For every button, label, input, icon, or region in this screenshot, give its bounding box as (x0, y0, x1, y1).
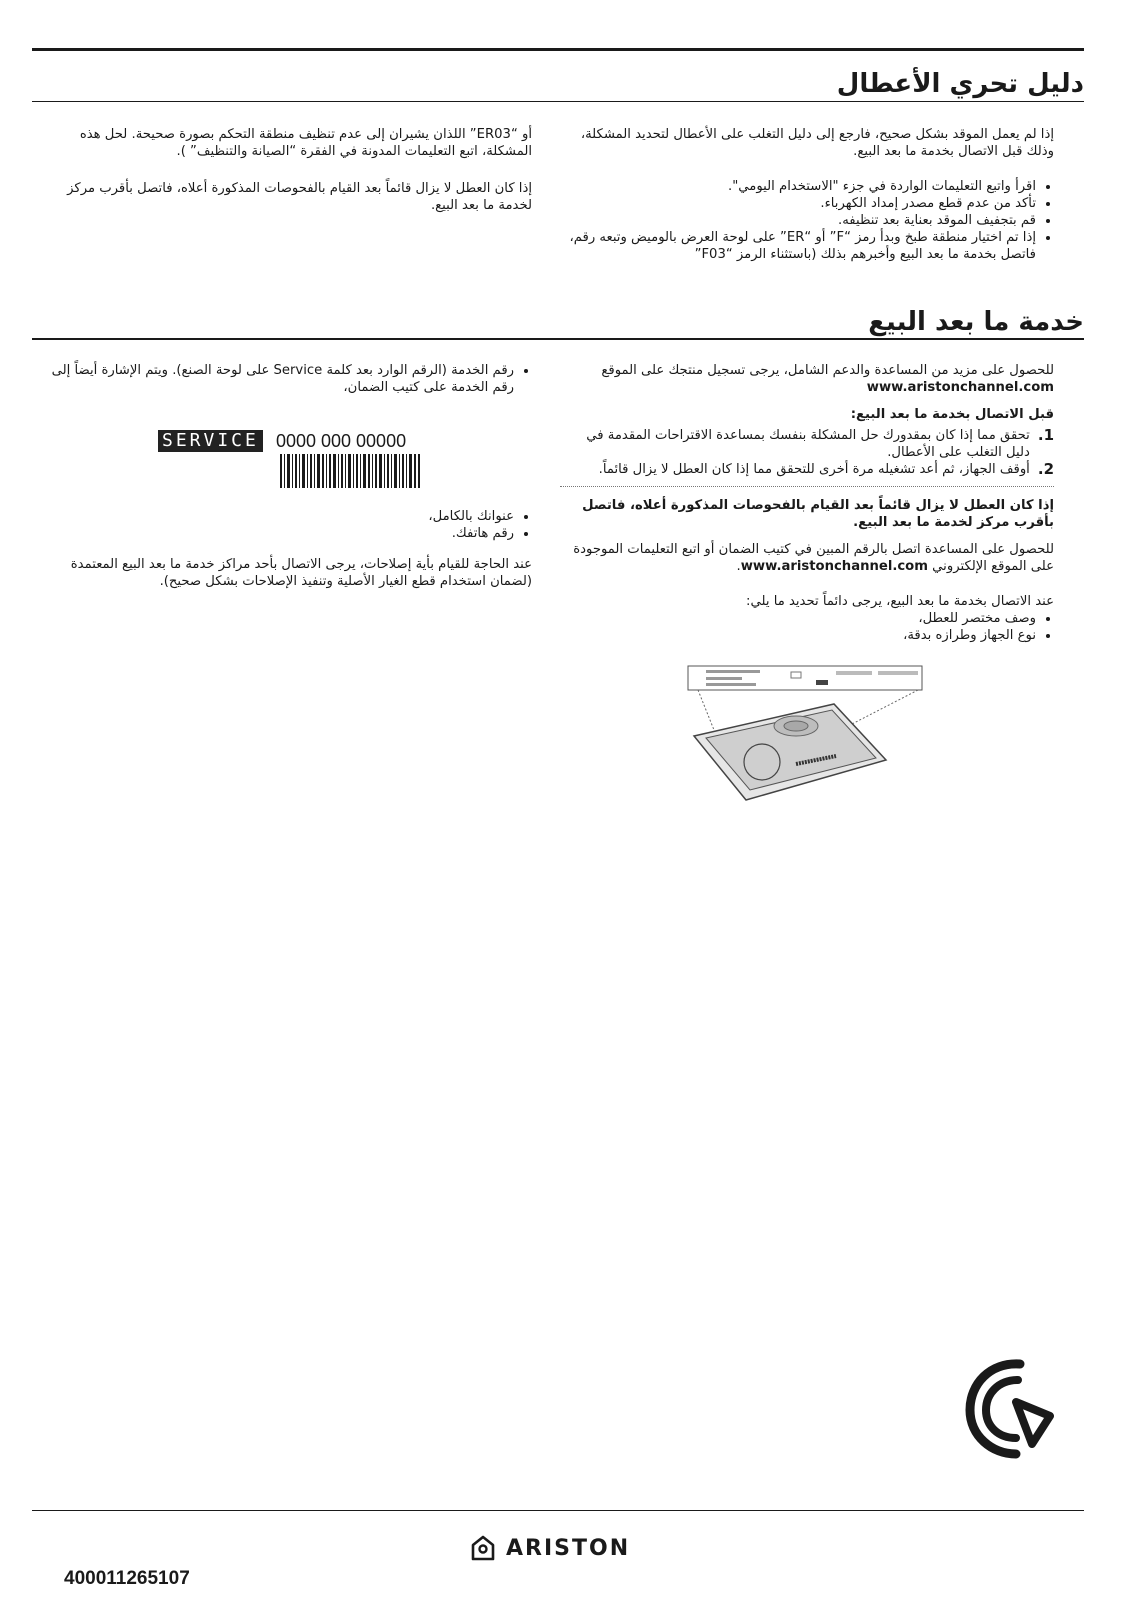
repairs-paragraph: عند الحاجة للقيام بأية إصلاحات، يرجى الاتصال بأحد مراكز خدمة ما بعد البيع المعتمدة (لضمان استخدام قطع الغيار الأصلية وتنفيذ الإصلاحات بشكل صحيح). (70, 557, 532, 589)
troubleshooting-checklist (560, 178, 1054, 263)
aftersales-bold-notice: إذا كان العطل لا يزال قائماً بعد القيام بالفحوصات المذكورة أعلاه، فاتصل بأقرب مركز لخدمة ما بعد البيع. (582, 498, 1054, 530)
contact-bullets (560, 610, 1054, 644)
list-item: • إذا تم اختيار منطقة طبخ وبدأ رمز “F” أو “ER” على لوحة العرض بالوميض وتبعه رقم، فاتصل بخدمة ما بعد البيع وأخبرهم بذلك (باستثناء الرمز “F03” (560, 229, 1036, 263)
service-plate (158, 430, 420, 488)
troubleshooting-intro: إذا لم يعمل الموقد بشكل صحيح، فارجع إلى دليل التغلب على الأعطال لتحديد المشكلة، وذلك قبل الاتصال بخدمة ما بعد البيع. (580, 127, 1054, 159)
step-number: 1. (1037, 426, 1054, 444)
aftersales-left-column (32, 362, 532, 406)
list-item: • رقم الخدمة (الرقم الوارد بعد كلمة Service على لوحة الصنع). ويتم الإشارة أيضاً إلى رقم الخدمة على كتيب الضمان، (32, 362, 514, 396)
troubleshooting-left-paragraph-1: أو “ER03” اللذان يشيران إلى عدم تنظيف منطقة التحكم بصورة صحيحة. لحل هذه المشكلة، اتبع التعليمات المدونة في الفقرة “الصيانة والتنظيف” ). (79, 127, 532, 159)
ariston-url-link[interactable]: www.aristonchannel.com (866, 380, 1054, 395)
warranty-paragraph: للحصول على المساعدة اتصل بالرقم المبين في كتيب الضمان أو اتبع التعليمات الموجودة على الموقع الإلكتروني www.aristonchannel.com. (573, 542, 1054, 574)
aftersales-left-column-lower (32, 508, 532, 600)
aftersales-right-column (560, 362, 1054, 654)
top-rule (32, 48, 1084, 51)
list-item: • تأكد من عدم قطع مصدر إمداد الكهرباء. (560, 195, 1036, 212)
troubleshooting-left-column (32, 126, 532, 224)
registration-paragraph (560, 362, 1054, 396)
footer-rule (32, 1510, 1084, 1511)
list-item: • وصف مختصر للعطل، (560, 610, 1036, 627)
step-number: 2. (1037, 460, 1054, 478)
list-item: • قم بتجفيف الموقد بعناية بعد تنظيفه. (560, 212, 1036, 229)
troubleshooting-left-paragraph-2: إذا كان العطل لا يزال قائماً بعد القيام بالفحوصات المذكورة أعلاه، فاتصل بأقرب مركز لخدمة ما بعد البيع. (67, 181, 532, 213)
before-calling-steps (560, 427, 1054, 478)
step-text: أوقف الجهاز، ثم أعد تشغيله مرة أخرى للتحقق مما إذا كان العطل لا يزال قائماً. (598, 462, 1030, 477)
heading-underline-troubleshooting (32, 101, 1084, 102)
brand-name: ARISTON (506, 1535, 631, 1561)
list-item: • عنوانك بالكامل، (32, 508, 514, 525)
troubleshooting-right-column (560, 126, 1054, 273)
list-item: • رقم هاتفك. (32, 525, 514, 542)
service-number: 0000 000 00000 (275, 431, 407, 451)
recycling-logo-icon (962, 1356, 1058, 1460)
list-item (560, 461, 1054, 478)
list-item: • اقرأ واتبع التعليمات الواردة في جزء "الاستخدام اليومي". (560, 178, 1036, 195)
list-item: • نوع الجهاز وطرازه بدقة، (560, 627, 1036, 644)
dotted-divider (560, 486, 1054, 487)
before-calling-heading: قبل الاتصال بخدمة ما بعد البيع: (850, 407, 1054, 422)
address-phone-bullets (32, 508, 532, 542)
barcode-icon (280, 454, 420, 488)
service-label: SERVICE (158, 430, 263, 452)
warranty-text: للحصول على المساعدة اتصل بالرقم المبين في كتيب الضمان أو اتبع التعليمات الموجودة على الموقع الإلكتروني (573, 542, 1054, 574)
service-number-bullet (32, 362, 532, 396)
heading-underline-aftersales (32, 338, 1084, 340)
hob-rating-plate-illustration (686, 664, 926, 804)
ariston-house-icon (470, 1535, 496, 1561)
list-item (560, 427, 1054, 461)
registration-text: للحصول على مزيد من المساعدة والدعم الشامل، يرجى تسجيل منتجك على الموقع (601, 363, 1054, 378)
ariston-url-link-2[interactable]: www.aristonchannel.com (740, 559, 928, 574)
step-text: تحقق مما إذا كان بمقدورك حل المشكلة بنفسك بمساعدة الاقتراحات المقدمة في دليل التغلب على الأعطال. (586, 428, 1030, 460)
section-title-aftersales: خدمة ما بعد البيع (868, 307, 1084, 337)
brand-logo (470, 1535, 630, 1561)
section-title-troubleshooting: دليل تحري الأعطال (836, 69, 1084, 99)
contact-intro: عند الاتصال بخدمة ما بعد البيع، يرجى دائماً تحديد ما يلي: (746, 594, 1054, 609)
document-code: 400011265107 (64, 1568, 190, 1589)
